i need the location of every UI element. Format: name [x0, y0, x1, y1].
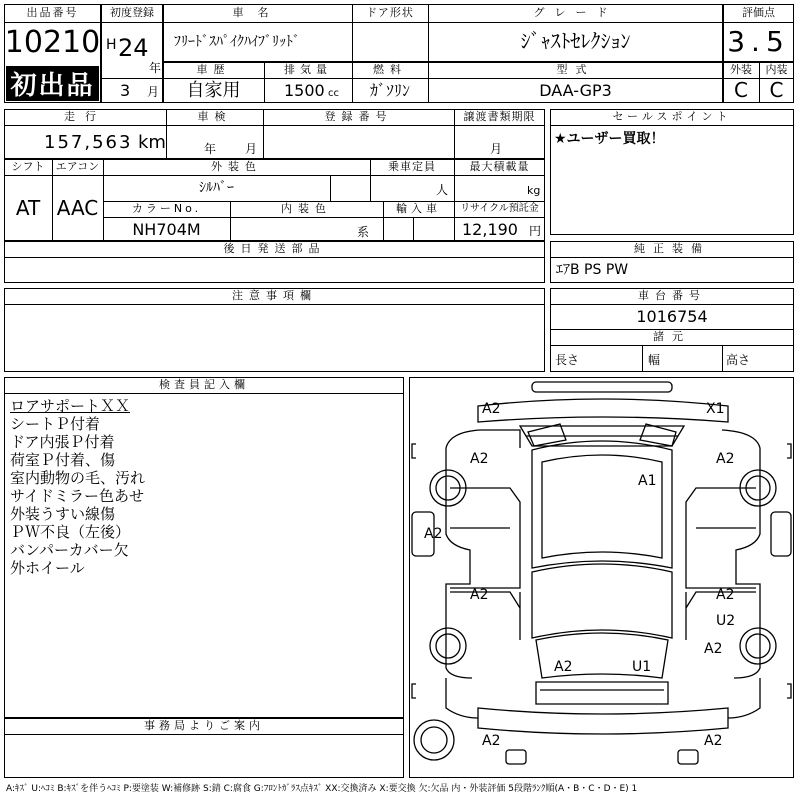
displacement: 1500	[284, 81, 325, 100]
length-label: 長さ	[555, 353, 580, 367]
displacement-label: 排気量	[284, 63, 332, 76]
mark-front-right: X1	[706, 401, 725, 417]
chassis-label: 車台番号	[638, 289, 706, 302]
first-reg-month: 3	[120, 81, 131, 100]
score: 3.5	[727, 25, 790, 58]
lot-number: 10210	[4, 25, 101, 60]
interior-grade: C	[769, 78, 784, 102]
history-label: 車歴	[196, 63, 231, 76]
mark-door-left: A2	[424, 526, 443, 542]
car-name-label: 車名	[232, 6, 283, 19]
note-line: 外装うすい線傷	[10, 505, 116, 523]
score-label: 評価点	[742, 6, 775, 19]
transfer-label: 譲渡書類期限	[463, 110, 536, 123]
inspector-notes	[10, 397, 400, 577]
sales-point-label: セールスポイント	[612, 110, 732, 123]
mark-fender-right: A2	[716, 451, 735, 467]
equipment-label: 純正装備	[634, 242, 710, 255]
fuel: ｶﾞｿﾘﾝ	[369, 81, 410, 100]
mark-front-left: A2	[482, 401, 501, 417]
door-label: ドア形状	[366, 6, 414, 19]
first-reg-year: 24	[118, 34, 149, 62]
mileage-unit: km	[138, 132, 166, 153]
note-line: サイドミラー色あせ	[10, 487, 144, 505]
interior-label: 内装	[765, 63, 788, 76]
inspection-label: 車検	[197, 110, 232, 123]
year-unit: 年	[149, 61, 162, 75]
mileage: 157,563	[44, 132, 133, 153]
era: H	[106, 37, 117, 53]
mark-rear-right: A2	[704, 733, 723, 749]
note-line: バンパーカバー欠	[10, 541, 129, 559]
first-reg-label: 初度登録	[110, 6, 154, 19]
later-parts-label: 後日発送部品	[223, 242, 326, 255]
mark-door-rear-left: A2	[470, 587, 489, 603]
mark-quarter-right: U2	[716, 613, 736, 629]
recycle-fee: 12,190	[462, 220, 518, 239]
chassis-number: 1016754	[636, 307, 708, 326]
sales-point-cell	[550, 109, 794, 235]
import-label: 輸入車	[396, 202, 441, 215]
grade: ｼﾞｬｽﾄｾﾚｸｼｮﾝ	[520, 29, 631, 53]
height-label: 高さ	[726, 353, 751, 367]
ext-color-label: 外装色	[211, 160, 262, 173]
mark-quarter-right-2: A2	[704, 641, 723, 657]
sales-point: ★ユーザー買取！	[554, 131, 665, 147]
model-label: 型式	[556, 63, 595, 76]
model: DAA-GP3	[539, 81, 612, 100]
inspection-month-unit: 月	[245, 142, 258, 156]
recycle-unit: 円	[529, 224, 542, 238]
specs-label: 諸元	[653, 330, 691, 343]
car-outline-diagram	[410, 378, 793, 777]
note-line: ロアサポートＸＸ	[10, 397, 131, 415]
reg-no-label: 登録番号	[324, 110, 393, 123]
note-line: 室内動物の毛、汚れ	[10, 469, 146, 487]
note-line: 荷室Ｐ付着、傷	[10, 451, 116, 469]
mark-tail-left: A2	[554, 659, 573, 675]
aircon: AAC	[56, 196, 99, 220]
shift: AT	[15, 196, 41, 220]
month-unit: 月	[147, 85, 160, 99]
note-line: シートＰ付着	[10, 415, 101, 433]
color-no-label: カラーNo.	[131, 202, 202, 215]
car-diagram	[409, 377, 794, 778]
inspection-year-unit: 年	[204, 142, 217, 156]
fuel-label: 燃料	[373, 63, 407, 76]
width-label: 幅	[648, 353, 661, 367]
mark-tail-mid: U1	[632, 659, 652, 675]
note-line: ＰＷ不良（左後）	[10, 523, 131, 541]
color-no: NH704M	[132, 220, 201, 239]
inspector-label: 検査員記入欄	[159, 378, 249, 391]
office-label: 事務局よりご案内	[144, 719, 264, 732]
max-load-unit: kg	[527, 184, 541, 197]
int-color-unit: 系	[357, 225, 370, 239]
max-load-label: 最大積載量	[469, 160, 530, 173]
exterior-grade: C	[734, 78, 748, 102]
first-listing-badge: 初出品	[6, 66, 99, 101]
shift-label: シフト	[11, 160, 45, 173]
mark-hood: A1	[638, 473, 657, 489]
grade-label: グレード	[533, 6, 618, 19]
note-line: ドア内張Ｐ付着	[10, 433, 115, 451]
mark-door-rear-right: A2	[716, 587, 735, 603]
aircon-label: エアコン	[55, 160, 100, 173]
int-color-label: 内装色	[281, 202, 332, 215]
mark-rear-left: A2	[482, 733, 501, 749]
car-name: ﾌﾘｰﾄﾞｽﾊﾟｲｸﾊｲﾌﾞﾘｯﾄﾞ	[174, 34, 300, 50]
caution-label: 注意事項欄	[232, 289, 317, 302]
transfer-month-unit: 月	[490, 142, 503, 156]
displacement-unit: cc	[328, 88, 339, 99]
capacity-label: 乗車定員	[388, 160, 436, 173]
recycle-label: リサイクル預託金	[460, 203, 539, 214]
note-line: 外ホイール	[10, 559, 85, 577]
damage-code-legend: A:ｷｽﾞ U:ﾍｺﾐ B:ｷｽﾞを伴うﾍｺﾐ P:要塗装 W:補修跡 S:錆 C:腐食 G:ﾌﾛﾝﾄｶﾞﾗｽ点ｷｽﾞ XX:交換済み X:要交換 欠:欠品 内・外装評価 5段階ﾗﾝｸ順(A・B・C・D・E) 1	[6, 784, 638, 794]
mileage-label: 走行	[64, 110, 106, 123]
lot-label: 出品番号	[26, 6, 79, 19]
ext-color: ｼﾙﾊﾞｰ	[199, 180, 234, 196]
equipment: ｴｱB PS PW	[556, 262, 629, 278]
capacity-unit: 人	[436, 183, 449, 197]
exterior-label: 外装	[730, 63, 752, 76]
mark-fender-left: A2	[470, 451, 489, 467]
history: 自家用	[186, 80, 241, 101]
